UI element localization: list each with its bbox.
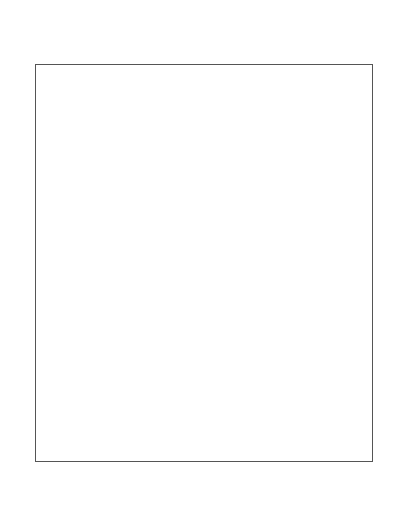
component-table xyxy=(35,64,373,462)
